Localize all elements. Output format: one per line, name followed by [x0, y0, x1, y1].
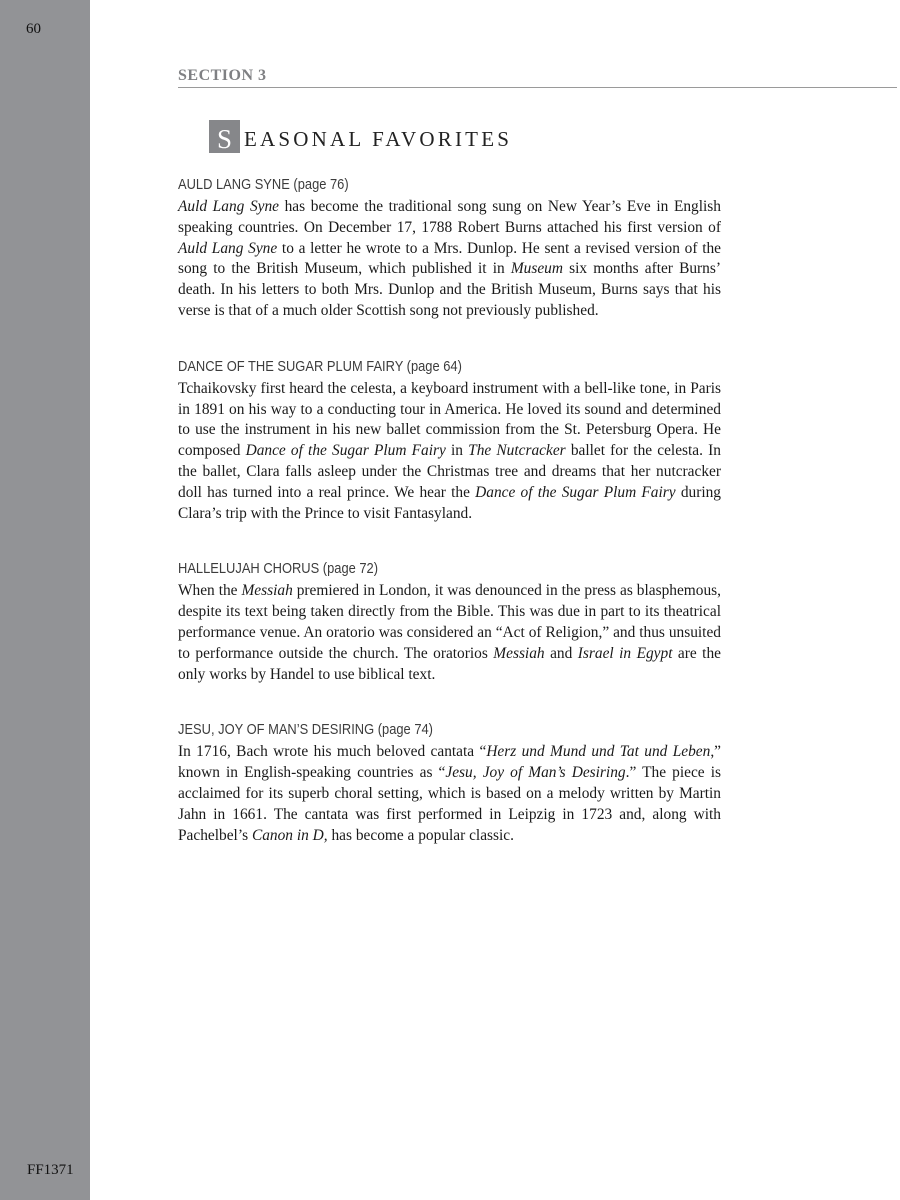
section-divider: [178, 87, 897, 88]
body-text: to a letter he wrote to a Mrs. Dunlop. He sent a revised version of the song to the British Museum, which published it in: [178, 239, 721, 278]
body-text: six months after Burns’ death. In his letters to both Mrs. Dunlop and the British Museum, Burns says that his verse is that of a much older Scottish song not previously published.: [178, 260, 721, 319]
body-text: When the: [178, 582, 242, 600]
italic-title-text: The Nutcracker: [468, 442, 566, 460]
article-entry: [178, 719, 721, 846]
catalog-code: FF1371: [27, 1162, 74, 1178]
entry-heading: AULD LANG SYNE (page 76): [178, 176, 349, 193]
italic-title-text: Messiah: [493, 644, 545, 662]
entry-body: [178, 581, 721, 685]
italic-title-text: Auld Lang Syne: [178, 198, 279, 215]
page-number: 60: [26, 21, 41, 37]
title-initial-block: S: [209, 120, 240, 153]
italic-title-text: Auld Lang Syne: [178, 239, 278, 257]
article-list: [178, 174, 721, 880]
entry-body: [178, 197, 721, 322]
title-text: EASONAL FAVORITES: [244, 127, 513, 151]
italic-title-text: Museum: [510, 260, 563, 278]
italic-title-text: Dance of the Sugar Plum Fairy: [245, 442, 446, 460]
entry-heading: HALLELUJAH CHORUS (page 72): [178, 560, 379, 578]
entry-body: [178, 742, 721, 846]
page-margin-bar: [0, 0, 90, 1200]
body-text: has become a popular classic.: [327, 826, 514, 844]
entry-heading: DANCE OF THE SUGAR PLUM FAIRY (page 64): [178, 357, 462, 375]
body-text: ballet for the celesta. In the ballet, Clara falls asleep under the Christmas tree and dreams that her nutcracker doll has turned into a real prince. We hear the: [178, 442, 721, 501]
body-text: .” The piece is acclaimed for its superb choral setting, which is based on a melody written by Martin Jahn in 1661. The cantata was first performed in Leipzig in 1723 and, along with Pachelbel’s: [178, 764, 721, 844]
body-text: In 1716, Bach wrote his much beloved cantata “: [178, 743, 487, 761]
article-entry: [178, 356, 721, 525]
italic-title-text: Jesu, Joy of Man’s Desiring: [445, 764, 626, 782]
article-entry: [178, 174, 721, 322]
italic-title-text: Dance of the Sugar Plum Fairy: [475, 483, 676, 501]
section-label: SECTION 3: [178, 67, 267, 84]
italic-title-text: Canon in D,: [251, 826, 328, 844]
article-entry: [178, 558, 721, 685]
body-text: during Clara’s trip with the Prince to visit Fantasyland.: [178, 483, 722, 522]
entry-body: [178, 379, 721, 525]
page-title: [209, 119, 512, 153]
body-text: premiered in London, it was denounced in the press as blasphemous, despite its text being taken directly from the Bible. This was due in part to its theatrical performance venue. An oratorio was considered an “Act of Religion,” and thus unsuited to performance outside the church. The oratorios: [178, 582, 721, 662]
body-text: ,” known in English-speaking countries as “: [178, 743, 721, 782]
body-text: and: [544, 644, 578, 662]
entry-heading: JESU, JOY OF MAN’S DESIRING (page 74): [178, 721, 433, 739]
body-text: Tchaikovsky first heard the celesta, a keyboard instrument with a bell-like tone, in Paris in 1891 on his way to a conducting tour in America. He loved its sound and determined to use the instrument in his new ballet commission from the St. Petersburg Opera. He composed: [178, 379, 721, 460]
italic-title-text: Herz und Mund und Tat und Leben: [486, 743, 711, 761]
body-text: in: [445, 442, 469, 460]
body-text: are the only works by Handel to use biblical text.: [178, 644, 721, 683]
italic-title-text: Messiah: [241, 582, 293, 600]
body-text: has become the traditional song sung on New Year’s Eve in English speaking countries. On December 17, 1788 Robert Burns attached his first version of: [178, 198, 721, 236]
italic-title-text: Israel in Egypt: [577, 644, 673, 662]
